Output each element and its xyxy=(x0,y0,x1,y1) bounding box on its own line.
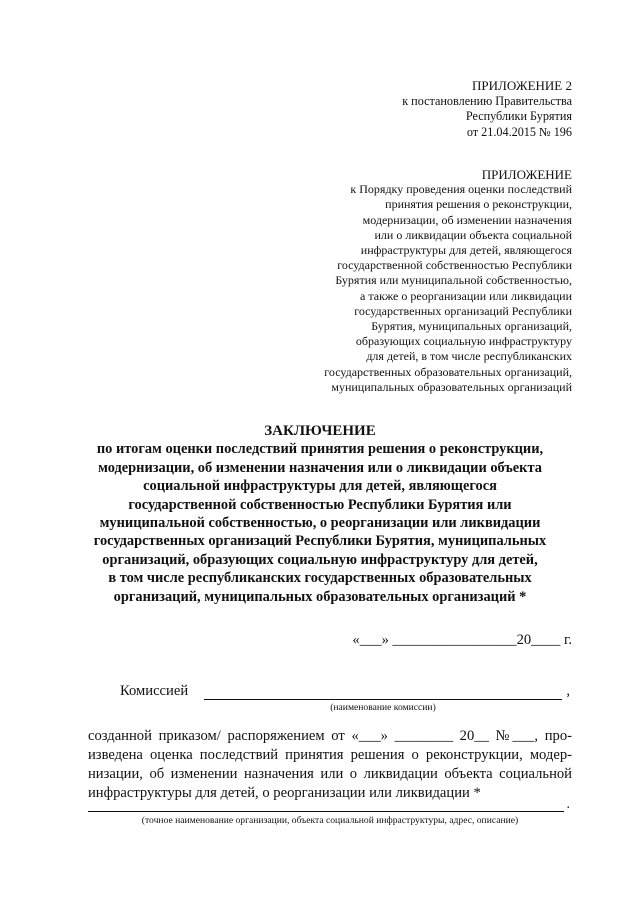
organization-blank xyxy=(88,811,564,812)
appendix-2-line: к постановлению Правительства xyxy=(402,93,572,108)
date-line: «___» _________________20____ г. xyxy=(352,632,572,648)
appendix-order-header xyxy=(324,167,572,395)
appendix-2-header xyxy=(402,78,572,140)
commission-comma: , xyxy=(566,683,570,699)
conclusion-heading xyxy=(68,422,572,606)
body-line: инфраструктуры для детей, о реорганизации или ликвидации * xyxy=(88,785,481,801)
commission-label: Комиссией xyxy=(120,683,189,699)
body-line: низации, об изменении назначения или о ликвидации объекта социальной xyxy=(88,766,572,782)
appendix-2-line: от 21.04.2015 № 196 xyxy=(466,124,572,139)
conclusion-subtitle: по итогам оценки последствий принятия решения о реконструкции, модернизации, об изменении назначения или о ликвидации объекта социальной инфраструктуры для детей, являющегося государственной собственностью Республики Бурятия или муниципальной собственностью, о реорганизации или ликвидации государственных организаций Республики Бурятия, муниципальных организаций, образующих социальную инфраструктуру для детей, в том числе республиканских государственных образовательных организаций, муниципальных образовательных организаций * xyxy=(93,441,547,605)
appendix-order-body: к Порядку проведения оценки последствий принятия решения о реконструкции, модернизации, об изменении назначения или о ликвидации объекта социальной инфраструктуры для детей, являющегося государственной собственностью Республики Бурятия или муниципальной собственностью, а также о реорганизации или ликвидации государственных организаций Республики Бурятия, муниципальных организаций, образующих социальную инфраструктуру для детей, в том числе республиканских государственных образовательных организаций, муниципальных образовательных организаций xyxy=(324,182,572,394)
organization-caption: (точное наименование организации, объекта социальной инфраструктуры, адрес, описание) xyxy=(141,815,519,826)
body-paragraph xyxy=(88,727,572,803)
commission-caption: (наименование комиссии) xyxy=(330,702,436,713)
appendix-2-line: Республики Бурятия xyxy=(465,109,572,123)
organization-end-mark: . xyxy=(566,797,570,812)
commission-line xyxy=(120,683,572,713)
body-line: созданной приказом/ распоряжением от «___» ________ 20__ №___, про- xyxy=(88,728,572,744)
appendix-order-title: ПРИЛОЖЕНИЕ xyxy=(481,167,572,182)
organization-line xyxy=(88,797,572,832)
commission-blank xyxy=(204,699,562,700)
conclusion-title: ЗАКЛЮЧЕНИЕ xyxy=(264,423,376,439)
appendix-2-title: ПРИЛОЖЕНИЕ 2 xyxy=(472,78,572,93)
body-line: изведена оценка последствий принятия решения о реконструкции, модер- xyxy=(88,747,572,763)
